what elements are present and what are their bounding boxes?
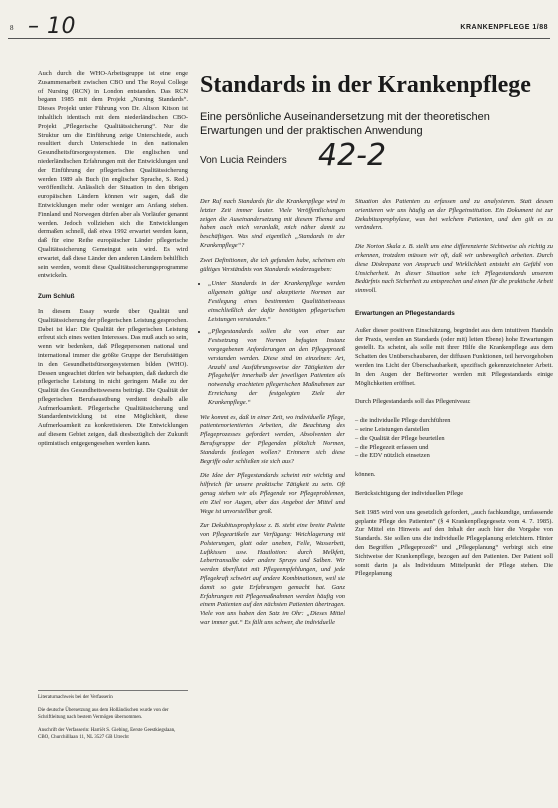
section-heading-zum-schluss: Zum Schluß <box>38 293 75 301</box>
list-item: – seine Leistungen darstellen <box>355 426 553 435</box>
right-paragraph-2: Die Norton Skala z. B. stellt uns eine differenzierte Sichtweise als richtig zu erkennen, trotzdem müssen wir oft, daß wir unbeweglich arbeiten. Durch diese Diskrepanz von Anspruch und Wirklichkeit entsteht ein Gefühl von Unsicherheit. In dieser Situation sehe ich Pflegestandards unserem Bedürfnis nach Sicherheit zu entsprechen und einen für die praktische Arbeit sinnvoll. <box>355 243 553 295</box>
header-rule <box>8 38 550 39</box>
definition-item: • „Unter Standards in der Krankenpflege werden allgemein gültige und akzeptierte Normen zur Festlegung eines bestimmten Qualitätsniveaus einschließlich der dafür benötigten pflegerischen Leistungen verstanden.“ <box>208 280 345 324</box>
running-header <box>10 14 548 39</box>
footnote-2: Die deutsche Übersetzung aus dem Holländischen wurde von der Schriftleitung nach bestem Vermögen übernommen. <box>38 708 169 720</box>
mid-paragraph-3: Wie kommt es, daß in einer Zeit, wo individuelle Pflege, patientenorientiertes Arbeiten, die Beachtung des Pflegeprozesses gefordert werden, Absolventen der Berufsgruppe der Pflegenden plötzlich Normen, Standards festlegen wollen? Erinnern sich diese Begriffe oder schließen sie sich aus? <box>200 413 345 465</box>
footnotes <box>38 690 188 748</box>
left-paragraph-2: In diesem Essay wurde über Qualität und Qualitätssicherung der pflegerischen Leistung gesprochen. Dabei ist klar: Die Qualität der pflegerischen Leistung erfreut sich eines weiten Interesses. Das muß auch so sein, wenn wir bedenken, daß Pflegepersonen national und international immer die größte Gruppe der Berufstätigen in den Gesundheitsfürsorgesystemen bilden (WHO). Dessen ungeachtet dürfen wir behaupten, daß dadurch die pflegerische Leistung in nicht geringem Maße zu der Qualität des Gesundheitswesens beiträgt. Die Qualität der pflegerischen Berufsausübung verdient deshalb alle Aufmerksamkeit. Pflegerische Qualitätssicherung und Standardentwicklung ist eine Möglichkeit, diese Aufmerksamkeit zu konkretisieren. Die Entwicklungen auf diesem Gebiet zeigen, daß diesbezüglich der Zukunft optimistisch entgegengesehen werden kann. <box>38 307 188 447</box>
left-column <box>38 70 188 459</box>
right-paragraph-4: Durch Pflegestandards soll das Pflegeniveau: <box>355 398 471 406</box>
mid-paragraph-1: Der Ruf nach Standards für die Krankenpflege wird in letzter Zeit immer lauter. Viele Veröffentlichungen zeigen die Auseinandersetzung mit diesem Thema und haben auch mich veranlaßt, mich näher damit zu beschäftigen. Was sind eigentlich „Standards in der Krankenpflege“? <box>200 198 345 249</box>
running-title: KRANKENPFLEGE 1/88 <box>460 24 548 31</box>
right-paragraph-5: können. <box>355 471 376 479</box>
right-paragraph-1: Situation des Patienten zu erfassen und zu analysieren. Statt dessen orientieren wir uns häufig an der Pflegeinstitution. Ein Dokument ist zur Dekubitusprophylaxe, was bei welchem Patienten, und den gilt es zu verändern. <box>355 198 553 232</box>
mid-paragraph-2: Zwei Definitionen, die ich gefunden habe, scheinen ein gültiges Verständnis von Standards wiederzugeben: <box>200 256 345 273</box>
list-item: – die Qualität der Pflege beurteilen <box>355 435 553 444</box>
definition-item: • „Pflegestandards sollen die von einer zur Festsetzung von Normen befugten Instanz vorgegebenen Anforderungen an den Pflegeprozeß verstanden werden. Diese sind im einzelnen: Art, Anzahl und Ausführungsweise der Tätigkeiten der Pflegehelfer innerhalb der jeweiligen Patienten als notwendig erachteten pflegerischen Maßnahmen zur Erreichung der festgelegten Ziele der Krankenpflege.“ <box>208 328 345 407</box>
footnote-3: Anschrift der Verfasserin: Harriët S. Giebing, Eerste Geestkiegslaan, CBO, Churchilllaan 11, NL 3527 GB Utrecht <box>38 728 176 740</box>
right-column <box>355 198 553 589</box>
article-subtitle: Eine persönliche Auseinandersetzung mit der theoretischen Erwartungen und der praktischen Anwendung <box>200 111 490 137</box>
footnote-rule <box>38 690 188 691</box>
mid-paragraph-5: Zur Dekubitusprophylaxe z. B. steht eine breite Palette von Pflegeartikeln zur Verfügung: Weichlagerung mit Polsterungen, glatt oder uneben, Felle, Wasserbett, Luftkissen usw. Hautlotion: durch Melkfett, Lebertransalbe oder andere Sprays und Salben. Wir werden überflutet mit Pflegeempfehlungen, und jede Pflegekraft schwört auf andere Kombinationen, weil sie damit so gute Erfahrungen gemacht hat. Ganz Erfahrungen mit Pflegemaßnahmen werden häufig von einem Patienten auf den nächsten Patienten übertragen. Viele von uns haben den Satz im Ohr: „Dieses Mittel war immer gut.“ Es fällt uns schwer, die individuelle <box>200 522 345 627</box>
page-number: 8 <box>10 24 14 32</box>
article-title: Standards in der Krankenpflege <box>200 72 531 98</box>
list-item: – die Pflegezeit erfassen und <box>355 444 553 453</box>
mid-paragraph-4: Die Idee der Pflegestandards scheint mir wichtig und hilfreich für unsere praktische Tätigkeit zu sein. Oft genug stehen wir als Pflegende vor Pflegeproblemen, ein Ziel vor Augen, aber das Angebot der Mittel und Wege ist unvorstellbar groß. <box>200 472 345 515</box>
handwritten-page-mark: – 10 <box>28 14 76 39</box>
right-paragraph-7: Seit 1985 wird von uns gesetzlich gefordert, „auch fachkundige, umfassende geplante Pflege des Patienten“ (§ 4 Krankenpflegegesetz vom 4. 7. 1985). Zur Mittel ein Hinweis auf den Inhalt der auch hier die Vorgabe von Standards. Sie sollen uns die individuelle Pflegeplanung erleichtern. Hinter den Begriffen „Pflegeprozeß“ und „Pflegeplanung“ verbirgt sich eine Sichtweise der Krankenpflege, bezogen auf den Patienten. Der Patient soll somit darin ja als Individuum Mittelpunkt der Pflege stehen. Die Pflegeplanung <box>355 508 553 578</box>
list-item: – die EDV nützlich einsetzen <box>355 452 553 461</box>
footnote-1: Literaturnachweis bei der Verfasserin <box>38 695 113 700</box>
list-item: – die individuelle Pflege durchführen <box>355 417 553 426</box>
expectations-list <box>355 417 553 461</box>
right-paragraph-6: Berücksichtigung der individuellen Pflege <box>355 489 464 497</box>
left-paragraph-1: Auch durch die WHO-Arbeitsgruppe ist eine enge Zusammenarbeit zwischen CBO und The Royal College of Nursing (RCN) in London entstanden. Das RCN begann 1985 mit dem Projekt „Nursing Standards“. Dieses Projekt unter Führung von Dr. Alison Kitson ist inhaltlich identisch mit dem niederländischen CBO-Projekt „Pflegerische Qualitätssicherung“. Nur die Struktur um die Einführung zeige Unterschiede, auch resultiert durch Unterschiede in den nationalen Gesundheitsfürsorgesystemen. Die englischen und niederländischen Erfahrungen mit der Entwicklungen und der Einführung der pflegerischen Qualitätssicherung werden 1989 als Buch (in englischer Sprache, S. Red.) veröffentlicht. Anlässlich der Situation in den übrigen europäischen Ländern können wir sagen, daß die Entwicklungen mehr oder weniger am Anfang stehen. Finnland und Norwegen dürfen aber als Vorläufer genannt werden. Jedoch vollziehen sich die Entwicklungen dermaßen schnell, daß etwa 1992 erwartet werden kann, daß für eine Reihe europäischer Länder pflegerische Qualitätssicherung Gemeingut sein wird. Es wird erwartet, daß diese Länder den anderen Ländern behilflich sein werden, womit diese Qualitätssicherungsprogramme entwickeln. <box>38 70 188 280</box>
section-heading-erwartungen: Erwartungen an Pflegestandards <box>355 309 455 317</box>
article-author: Von Lucia Reinders <box>200 155 287 166</box>
middle-column <box>200 198 345 634</box>
handwritten-note: 42-2 <box>318 138 387 173</box>
right-paragraph-3: Außer dieser positiven Einschätzung, begründet aus dem intuitiven Handeln der Praxis, werden an Standards (oder mit) leiten Ebene) hohe Erwartungen gestellt. Es scheint, als solle mit ihrer Hilfe die Krankenpflege aus dem Schatten des Unüberschaubaren, der diffusen Funktionen, teil hervorgehoben werden ins Licht der Überschaubarkeit, spezifisch gekennzeichneter Arbeit. In den Augen der Befürworter werden mit Pflegestandards einige Möglichkeiten eröffnet. <box>355 326 553 387</box>
definition-list <box>200 280 345 407</box>
